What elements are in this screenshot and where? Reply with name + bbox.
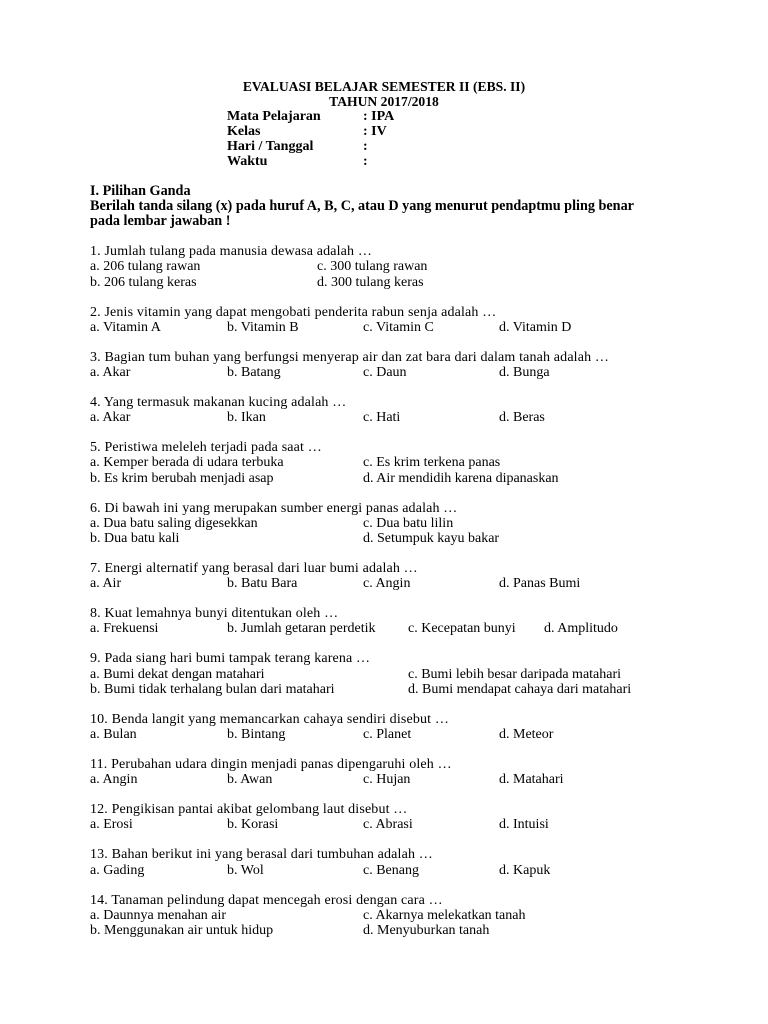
option-b: b. Dua batu kali bbox=[90, 530, 180, 546]
question-text: 5. Peristiwa meleleh terjadi pada saat … bbox=[90, 440, 322, 456]
option-c: c. Abrasi bbox=[363, 817, 413, 833]
question-text-row bbox=[0, 350, 768, 365]
instruction bbox=[0, 214, 768, 229]
option-c: c. Daun bbox=[363, 364, 407, 380]
option-b: b. Awan bbox=[227, 772, 273, 788]
option-c: c. Planet bbox=[363, 726, 412, 742]
option-a: a. Bumi dekat dengan matahari bbox=[90, 666, 265, 682]
option-b: b. Batu Bara bbox=[227, 576, 298, 592]
question-text-row bbox=[0, 712, 768, 727]
question-3 bbox=[0, 350, 768, 380]
question-text-row bbox=[0, 847, 768, 862]
question-text-row bbox=[0, 395, 768, 410]
question-2 bbox=[0, 305, 768, 335]
option-a: a. Gading bbox=[90, 862, 145, 878]
question-14 bbox=[0, 893, 768, 938]
options-row bbox=[0, 471, 768, 486]
question-text-row bbox=[0, 305, 768, 320]
option-b: b. Es krim berubah menjadi asap bbox=[90, 470, 274, 486]
option-a: a. Dua batu saling digesekkan bbox=[90, 515, 258, 531]
instruction-line-1: Berilah tanda silang (x) pada huruf A, B, C, atau D yang menurut pendaptmu pling benar bbox=[90, 198, 634, 215]
question-5 bbox=[0, 440, 768, 485]
options-row bbox=[0, 410, 768, 425]
option-b: b. Bintang bbox=[227, 726, 286, 742]
options-row bbox=[0, 531, 768, 546]
instruction-line-2: pada lembar jawaban ! bbox=[90, 213, 231, 230]
field-label: Hari / Tanggal bbox=[227, 138, 314, 154]
option-b: b. Menggunakan air untuk hidup bbox=[90, 922, 274, 938]
options-row bbox=[0, 621, 768, 636]
field-subject bbox=[0, 109, 768, 124]
options-row bbox=[0, 923, 768, 938]
section-title bbox=[0, 184, 768, 199]
option-d: d. Meteor bbox=[499, 726, 554, 742]
field-label: Mata Pelajaran bbox=[227, 108, 321, 124]
field-value: : IV bbox=[363, 123, 387, 139]
section-title-text: I. Pilihan Ganda bbox=[90, 183, 191, 200]
question-12 bbox=[0, 802, 768, 832]
instruction bbox=[0, 199, 768, 214]
option-b: b. Bumi tidak terhalang bulan dari matahari bbox=[90, 681, 335, 697]
spacer bbox=[0, 169, 768, 184]
question-text: 11. Perubahan udara dingin menjadi panas dipengaruhi oleh … bbox=[90, 757, 452, 773]
option-b: b. 206 tulang keras bbox=[90, 274, 197, 290]
question-text-row bbox=[0, 244, 768, 259]
exam-document bbox=[0, 79, 768, 954]
options-row bbox=[0, 455, 768, 470]
option-d: d. Kapuk bbox=[499, 862, 551, 878]
option-a: a. Angin bbox=[90, 772, 138, 788]
question-text-row bbox=[0, 561, 768, 576]
options-row bbox=[0, 275, 768, 290]
exam-title bbox=[0, 79, 768, 94]
option-b: b. Batang bbox=[227, 364, 281, 380]
question-text: 13. Bahan berikut ini yang berasal dari tumbuhan adalah … bbox=[90, 847, 433, 863]
spacer bbox=[0, 229, 768, 244]
option-b: b. Vitamin B bbox=[227, 319, 299, 335]
question-text: 7. Energi alternatif yang berasal dari luar bumi adalah … bbox=[90, 561, 418, 576]
option-d: d. Intuisi bbox=[499, 817, 549, 833]
option-d: d. Bumi mendapat cahaya dari matahari bbox=[408, 681, 632, 697]
option-d: d. Amplitudo bbox=[544, 621, 618, 637]
question-6 bbox=[0, 501, 768, 546]
question-text: 1. Jumlah tulang pada manusia dewasa adalah … bbox=[90, 244, 372, 260]
question-text-row bbox=[0, 440, 768, 455]
option-c: c. Hujan bbox=[363, 772, 411, 788]
option-b: b. Jumlah getaran perdetik bbox=[227, 621, 376, 637]
option-c: c. Vitamin C bbox=[363, 319, 434, 335]
question-13 bbox=[0, 847, 768, 877]
question-text: 8. Kuat lemahnya bunyi ditentukan oleh … bbox=[90, 606, 339, 622]
field-label: Waktu bbox=[227, 153, 268, 169]
question-text: 2. Jenis vitamin yang dapat mengobati penderita rabun senja adalah … bbox=[90, 304, 497, 320]
field-value: : bbox=[363, 138, 368, 154]
option-a: a. Kemper berada di udara terbuka bbox=[90, 455, 284, 471]
option-d: d. 300 tulang keras bbox=[317, 274, 424, 290]
option-c: c. Es krim terkena panas bbox=[363, 455, 501, 471]
options-row bbox=[0, 682, 768, 697]
option-d: d. Air mendidih karena dipanaskan bbox=[363, 470, 559, 486]
option-a: a. Akar bbox=[90, 364, 131, 380]
options-row bbox=[0, 576, 768, 591]
option-c: c. Angin bbox=[363, 576, 411, 592]
option-b: b. Ikan bbox=[227, 410, 266, 426]
question-4 bbox=[0, 395, 768, 425]
options-row bbox=[0, 817, 768, 832]
question-11 bbox=[0, 757, 768, 787]
option-d: d. Matahari bbox=[499, 772, 564, 788]
option-c: c. Bumi lebih besar daripada matahari bbox=[408, 666, 622, 682]
question-text-row bbox=[0, 501, 768, 516]
question-1 bbox=[0, 244, 768, 289]
option-d: d. Menyuburkan tanah bbox=[363, 922, 490, 938]
question-text: 4. Yang termasuk makanan kucing adalah … bbox=[90, 395, 347, 411]
option-d: d. Bunga bbox=[499, 364, 550, 380]
option-a: a. Bulan bbox=[90, 726, 137, 742]
option-c: c. Benang bbox=[363, 862, 419, 878]
options-row bbox=[0, 259, 768, 274]
option-b: b. Wol bbox=[227, 862, 264, 878]
field-class bbox=[0, 124, 768, 139]
option-c: c. Akarnya melekatkan tanah bbox=[363, 907, 526, 923]
question-text-row bbox=[0, 757, 768, 772]
question-9 bbox=[0, 651, 768, 696]
option-a: a. Daunnya menahan air bbox=[90, 907, 227, 923]
options-row bbox=[0, 365, 768, 380]
options-row bbox=[0, 863, 768, 878]
question-text: 10. Benda langit yang memancarkan cahaya sendiri disebut … bbox=[90, 711, 449, 727]
field-label: Kelas bbox=[227, 123, 261, 139]
option-a: a. Erosi bbox=[90, 817, 133, 833]
options-row bbox=[0, 772, 768, 787]
option-c: c. Kecepatan bunyi bbox=[408, 621, 516, 637]
question-8 bbox=[0, 606, 768, 636]
option-a: a. Air bbox=[90, 576, 122, 592]
field-date bbox=[0, 139, 768, 154]
option-c: c. Dua batu lilin bbox=[363, 515, 454, 531]
option-a: a. 206 tulang rawan bbox=[90, 259, 201, 275]
question-text-row bbox=[0, 893, 768, 908]
option-d: d. Beras bbox=[499, 410, 545, 426]
question-text: 6. Di bawah ini yang merupakan sumber energi panas adalah … bbox=[90, 500, 458, 516]
question-10 bbox=[0, 712, 768, 742]
question-text: 3. Bagian tum buhan yang berfungsi menyerap air dan zat bara dari dalam tanah adalah … bbox=[90, 349, 610, 365]
field-value: : bbox=[363, 153, 368, 169]
option-b: b. Korasi bbox=[227, 817, 279, 833]
exam-title-text: EVALUASI BELAJAR SEMESTER II (EBS. II) bbox=[242, 78, 526, 94]
options-row bbox=[0, 727, 768, 742]
options-row bbox=[0, 667, 768, 682]
question-text: 9. Pada siang hari bumi tampak terang karena … bbox=[90, 651, 371, 667]
question-7 bbox=[0, 561, 768, 591]
option-a: a. Vitamin A bbox=[90, 319, 161, 335]
question-text-row bbox=[0, 802, 768, 817]
exam-year-text: TAHUN 2017/2018 bbox=[329, 93, 439, 109]
options-row bbox=[0, 516, 768, 531]
field-time bbox=[0, 154, 768, 169]
options-row bbox=[0, 908, 768, 923]
question-text-row bbox=[0, 606, 768, 621]
exam-year bbox=[0, 94, 768, 109]
option-a: a. Akar bbox=[90, 410, 131, 426]
option-d: d. Setumpuk kayu bakar bbox=[363, 530, 500, 546]
question-text: 12. Pengikisan pantai akibat gelombang laut disebut … bbox=[90, 802, 408, 818]
option-c: c. 300 tulang rawan bbox=[317, 259, 428, 275]
option-d: d. Panas Bumi bbox=[499, 576, 581, 592]
option-a: a. Frekuensi bbox=[90, 621, 159, 637]
option-d: d. Vitamin D bbox=[499, 319, 572, 335]
question-text-row bbox=[0, 651, 768, 666]
options-row bbox=[0, 320, 768, 335]
option-c: c. Hati bbox=[363, 410, 401, 426]
field-value: : IPA bbox=[363, 108, 395, 124]
question-text: 14. Tanaman pelindung dapat mencegah erosi dengan cara … bbox=[90, 892, 443, 908]
